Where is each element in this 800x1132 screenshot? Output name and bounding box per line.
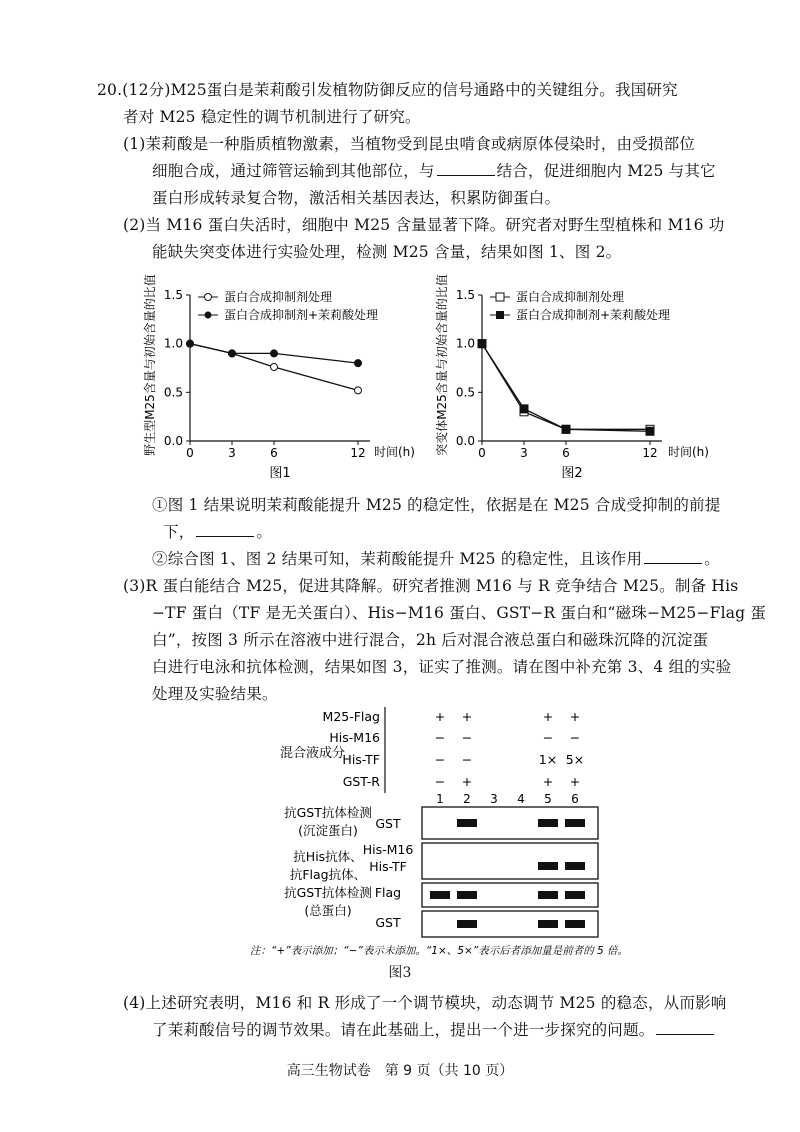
data-point [229,350,236,357]
blot-band [457,819,477,827]
blot-label: His-M16 [362,842,414,857]
x-tick-label: 6 [562,446,570,460]
legend-series-1: 蛋白合成抑制剂处理 [224,290,333,304]
mixture-cell: + [569,709,581,724]
mixture-cell: − [434,730,446,745]
mixture-cell: + [542,774,554,789]
mixture-cell: 1× [538,752,558,767]
mixture-cell: + [569,774,581,789]
mixture-row-label: His-M16 [329,730,380,745]
legend-series-1: 蛋白合成抑制剂处理 [516,290,625,304]
part2-q1-line1: ①图 1 结果说明茉莉酸能提升 M25 的稳定性，依据是在 M25 合成受抑制的前提 [152,496,721,514]
answer-blank[interactable] [656,1020,714,1035]
part3-line4: 白进行电泳和抗体检测，结果如图 3，证实了推测。请在图中补充第 3、4 组的实验 [152,658,732,676]
mixture-cell: + [542,709,554,724]
blot-box-his [422,843,598,879]
chart-ylabel: 突变体M25含量与初始含量的比值 [435,274,449,456]
blot-band [457,920,477,928]
question-points: (12分) [122,81,171,99]
part3-line5: 处理及实验结果。 [152,685,278,703]
x-tick-label: 12 [642,446,658,460]
x-axis-label: 时间(h) [374,445,415,459]
blot-band [565,819,585,827]
mixture-cell: − [569,730,581,745]
x-tick-label: 12 [350,446,366,460]
section2-label-line3: 抗GST抗体检测 [284,885,372,900]
mixture-label: 混合液成分 [280,746,346,761]
part4-line1: (4)上述研究表明，M16 和 R 形成了一个调节模块，动态调节 M25 的稳态，从而影响 [123,994,727,1012]
mixture-cell: − [461,730,473,745]
part4-line2: 了茉莉酸信号的调节效果。请在此基础上，提出一个进一步探究的问题。 [152,1017,716,1044]
part2-q2: ②综合图 1、图 2 结果可知，茉莉酸能提升 M25 的稳定性，且该作用 。 [152,550,720,568]
page-footer: 高三生物试卷 第 9 页（共 10 页） [286,1063,514,1079]
mixture-cell: + [461,709,473,724]
mixture-row-label: M25-Flag [322,709,380,724]
lane-number: 5 [544,792,552,806]
mixture-row-label: His-TF [342,752,380,767]
x-tick-label: 6 [270,446,278,460]
data-point [562,425,570,433]
lane-number: 4 [517,792,525,806]
part3-line1: (3)R 蛋白能结合 M25，促进其降解。研究者推测 M16 与 R 竞争结合 M25。制备 His [123,577,739,595]
blot-band [565,862,585,870]
section1-label-line1: 抗GST抗体检测 [284,805,372,820]
x-tick-label: 3 [520,446,528,460]
y-tick-label: 0.0 [455,434,475,448]
blot-band [538,891,558,899]
data-point [355,360,362,367]
part1-line1: (1)茉莉酸是一种脂质植物激素，当植物受到昆虫啃食或病原体侵染时，由受损部位 [123,135,696,153]
question-intro-line1: 20.(12分)M25蛋白是茉莉酸引发植物防御反应的信号通路中的关键组分。我国研究 [97,81,678,99]
x-tick-label: 0 [186,446,194,460]
blot-label: GST [375,915,401,930]
answer-blank[interactable] [196,522,254,537]
part1-line3: 蛋白形成转录复合物，激活相关基因表达，积累防御蛋白。 [152,189,561,207]
answer-blank[interactable] [437,161,495,176]
x-axis-label: 时间(h) [668,445,709,459]
section1-label-line2: (沉淀蛋白) [298,823,358,838]
question-number: 20. [97,81,123,99]
y-tick-label: 0.5 [163,385,183,400]
mixture-row-label: GST-R [342,774,380,789]
data-point [355,387,362,394]
x-tick-label: 3 [228,446,236,460]
lane-number: 6 [571,792,579,806]
series-line-2 [482,344,650,432]
part2-line2: 能缺失突变体进行实验处理，检测 M25 含量，结果如图 1、图 2。 [152,243,622,261]
series-line-1 [482,344,650,430]
blot-band [538,862,558,870]
blot-label: GST [375,816,401,831]
blot-label: His-TF [369,859,407,874]
data-point [520,405,528,413]
mixture-cell: + [434,709,446,724]
y-tick-label: 1.0 [455,336,475,351]
blot-label: Flag [374,885,402,900]
y-tick-label: 1.5 [455,288,475,302]
blot-band [430,891,450,899]
data-point [187,340,194,347]
chart-title: 图1 [269,466,291,481]
blot-band [565,891,585,899]
figure-1-chart [140,265,420,485]
question-intro-line2: 者对 M25 稳定性的调节机制进行了研究。 [123,108,421,126]
blot-band [538,920,558,928]
answer-blank[interactable] [644,549,702,564]
blot-band [565,920,585,928]
mixture-cell: 5× [565,752,585,767]
figure3-caption: 图3 [388,965,412,981]
part1-line2: 细胞合成，通过筛管运输到其他部位，与 结合，促进细胞内 M25 与其它 [152,162,716,180]
y-tick-label: 0.0 [163,434,183,448]
part2-line1: (2)当 M16 蛋白失活时，细胞中 M25 含量显著下降。研究者对野生型植株和 M16 功 [123,216,725,234]
x-tick-label: 0 [478,446,486,460]
legend-series-2: 蛋白合成抑制剂+茉莉酸处理 [516,308,671,322]
data-point [478,340,486,348]
y-tick-label: 0.5 [455,385,475,400]
data-point [271,364,278,371]
lane-number: 1 [436,792,444,806]
blot-band [538,819,558,827]
mixture-cell: − [542,730,554,745]
y-tick-label: 1.5 [163,288,183,302]
legend-series-2: 蛋白合成抑制剂+茉莉酸处理 [224,308,379,322]
lane-number: 2 [463,792,471,806]
data-point [646,427,654,435]
mixture-cell: − [461,752,473,767]
lane-number: 3 [490,792,498,806]
figure3-note: 注：“+”表示添加；“−”表示未添加。“1×、5×”表示后者添加量是前者的 5 倍。 [250,945,629,957]
mixture-cell: − [434,752,446,767]
data-point [271,350,278,357]
mixture-cell: − [434,774,446,789]
section2-label-line2: 抗Flag抗体、 [289,867,367,882]
legend [198,289,378,322]
blot-band [457,891,477,899]
y-tick-label: 1.0 [163,336,183,351]
chart-ylabel: 野生型M25含量与初始含量的比值 [143,274,157,456]
legend [490,289,670,322]
figure-3-blot [240,705,640,957]
chart-title: 图2 [561,466,583,481]
section2-label-line4: (总蛋白) [304,903,352,918]
part3-line2: −TF 蛋白（TF 是无关蛋白）、His−M16 蛋白、GST−R 蛋白和“磁珠−M25−Flag 蛋 [152,604,767,622]
part2-q1-line2: 下， 。 [163,523,273,541]
mixture-cell: + [461,774,473,789]
section2-label-line1: 抗His抗体、 [293,849,363,864]
part3-line3: 白”，按图 3 所示在溶液中进行混合，2h 后对混合液总蛋白和磁珠沉降的沉淀蛋 [152,631,709,649]
figure-2-chart [432,265,722,485]
